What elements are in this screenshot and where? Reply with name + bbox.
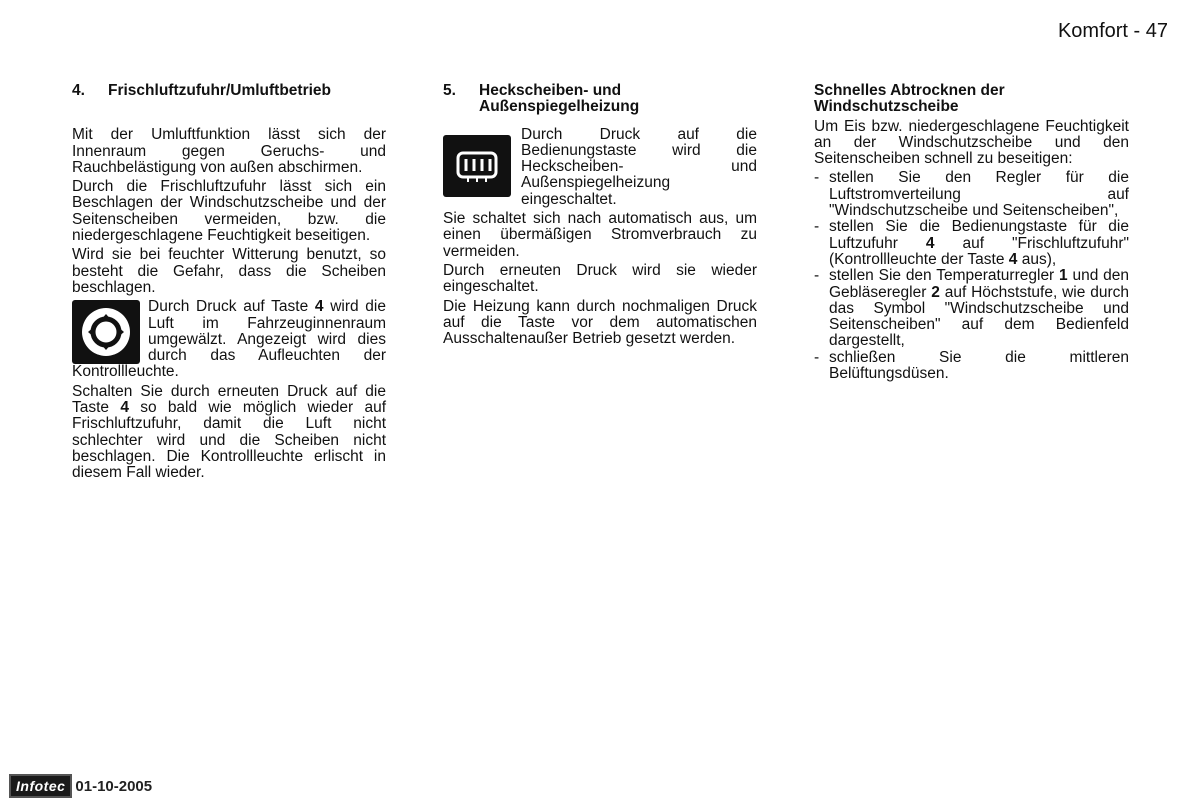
text: wird die Luft im Fahrzeuginnenraum umgewälzt. Angezeigt wird dies durch das Aufleuchten der Kontrollleuchte. — [72, 299, 386, 381]
list-item — [814, 268, 1129, 349]
section-heading: Heckscheiben- und Außenspiegelheizung — [479, 82, 640, 116]
paragraph: Durch erneuten Druck wird sie wieder eingeschaltet. — [443, 261, 757, 296]
paragraph: Mit der Umluftfunktion lässt sich der Innenraum gegen Geruchs- und Rauchbelästigung von außen abschirmen. — [72, 126, 386, 176]
paragraph: Durch Druck auf die Bedienungstaste wird die Heckscheiben- und Außenspiegelheizung eingeschaltet. — [521, 126, 757, 208]
page-label: Komfort - 47 — [1057, 20, 1168, 42]
key-number: 4 — [1008, 250, 1018, 268]
text: stellen Sie den Temperaturregler — [829, 267, 1060, 285]
list-item: - schließen Sie die mittleren Belüftungsdüsen. — [814, 350, 1129, 383]
section-rear-defrost — [443, 83, 757, 350]
key-number: 4 — [314, 299, 324, 316]
section-number: 5. — [443, 82, 456, 99]
footer — [9, 774, 152, 798]
section-heading: Schnelles Abtrocknen der Windschutzscheibe — [814, 82, 1005, 116]
text: auf Höchststufe, wie durch das Symbol "Windschutzscheibe und Seitenscheiben" auf dem Bedienfeld dargestellt, — [829, 283, 1129, 350]
text: auf "Frischluftzufuhr" (Kontrollleuchte der Taste — [829, 234, 1129, 268]
infotec-logo: Infotec — [9, 774, 72, 798]
section-title — [443, 83, 757, 116]
rear-defrost-icon — [443, 135, 511, 197]
key-number: 4 — [925, 234, 935, 252]
key-number: 1 — [1059, 267, 1068, 285]
page-header — [1058, 20, 1168, 43]
list-item: - stellen Sie den Regler für die Luftstromverteilung auf "Windschutzscheibe und Seitenscheiben", — [814, 170, 1129, 219]
list-item — [814, 219, 1129, 268]
text: aus), — [1017, 250, 1057, 268]
section-recirculation — [72, 83, 386, 485]
text: Durch Druck auf Taste — [148, 299, 315, 316]
paragraph — [72, 384, 386, 482]
section-title — [72, 83, 386, 99]
section-number: 4. — [72, 82, 85, 99]
key-number: 2 — [931, 283, 940, 301]
key-number: 4 — [120, 399, 129, 417]
footer-date: 01-10-2005 — [75, 777, 153, 795]
icon-paragraph — [72, 299, 386, 383]
recirculation-icon — [72, 300, 140, 364]
paragraph: Durch die Frischluftzufuhr lässt sich ein Beschlagen der Windschutzscheibe und der Seitenscheiben vermeiden, bzw. die niedergeschlagene Feuchtigkeit beseitigen. — [72, 178, 386, 245]
paragraph: Wird sie bei feuchter Witterung benutzt, so besteht die Gefahr, dass die Scheiben beschlagen. — [72, 246, 386, 296]
section-heading: Frischluftzufuhr/Umluftbetrieb — [108, 82, 332, 99]
text: und den Gebläseregler — [829, 267, 1129, 301]
paragraph: Sie schaltet sich nach automatisch aus, um einen übermäßigen Stromverbrauch zu vermeiden. — [443, 210, 757, 260]
paragraph: Um Eis bzw. niedergeschlagene Feuchtigkeit an der Windschutzscheibe und den Seitenscheiben schnell zu beseitigen: — [814, 117, 1129, 168]
section-quick-defrost — [814, 83, 1129, 382]
icon-paragraph — [443, 127, 757, 211]
text: Schalten Sie durch erneuten Druck auf die Taste — [72, 382, 386, 417]
text: so bald wie möglich wieder auf Frischluftzufuhr, damit die Luft nicht schlechter wird und die Scheiben nicht beschlagen. Die Kontrollleuchte erlischt in diesem Fall wieder. — [72, 399, 387, 482]
paragraph: Die Heizung kann durch nochmaligen Druck auf die Taste vor dem automatischen Ausschaltenaußer Betrieb gesetzt werden. — [443, 297, 757, 348]
text: stellen Sie die Bedienungstaste für die Luftzufuhr — [829, 218, 1129, 252]
instruction-list — [814, 170, 1129, 382]
